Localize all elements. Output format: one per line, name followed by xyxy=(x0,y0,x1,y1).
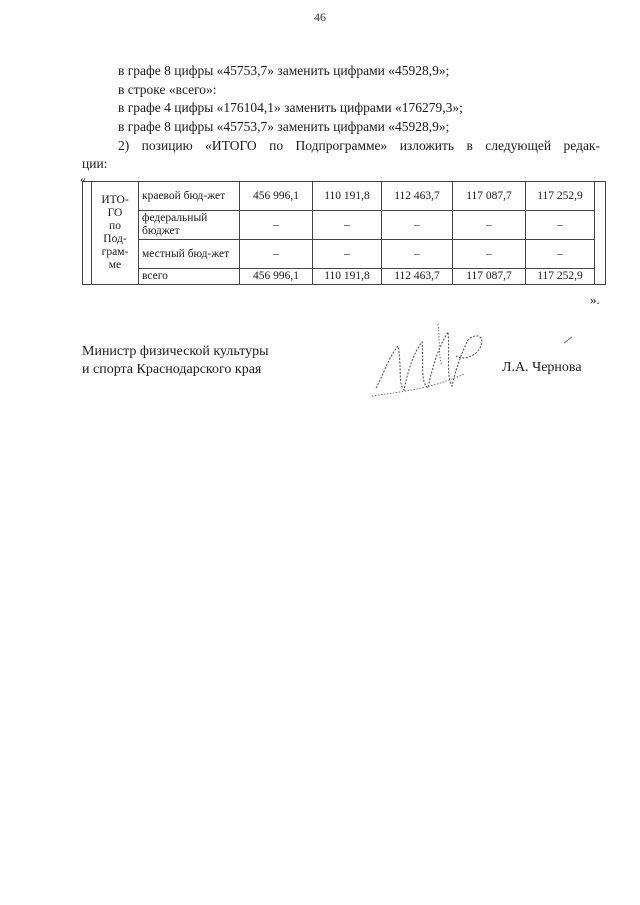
group-label-line: ИТО- xyxy=(101,194,129,206)
value-cell: – xyxy=(240,240,313,269)
group-label-line: грам- xyxy=(101,246,129,258)
table-row-total xyxy=(83,269,606,285)
source-cell: федеральный бюджет xyxy=(139,211,240,240)
value-cell: 456 996,1 xyxy=(240,269,313,285)
value-cell: 117 252,9 xyxy=(526,269,595,285)
open-quote: « xyxy=(80,172,86,186)
value-cell: – xyxy=(313,211,382,240)
paragraph-1: в графе 8 цифры «45753,7» заменить цифрами «45928,9»; xyxy=(118,63,450,78)
table-row-local xyxy=(83,240,606,269)
page-number: 46 xyxy=(314,10,326,24)
group-label-cell xyxy=(92,182,139,285)
group-label-line: по xyxy=(109,220,121,232)
value-cell: – xyxy=(382,240,453,269)
stray-mark xyxy=(563,336,573,344)
value-cell: 456 996,1 xyxy=(240,182,313,211)
paragraph-6: ции: xyxy=(82,156,108,171)
source-cell: краевой бюд-жет xyxy=(139,182,240,211)
signatory-name: Л.А. Чернова xyxy=(502,360,582,375)
value-cell: – xyxy=(526,240,595,269)
close-quote: ». xyxy=(590,292,600,307)
value-cell: 112 463,7 xyxy=(382,182,453,211)
value-cell: – xyxy=(526,211,595,240)
value-cell: 117 252,9 xyxy=(526,182,595,211)
table-lead-cell xyxy=(83,182,92,285)
paragraph-5: 2) позицию «ИТОГО по Подпрограмме» изложить в следующей редак- xyxy=(118,138,600,153)
budget-table xyxy=(82,181,606,285)
value-cell: 117 087,7 xyxy=(453,182,526,211)
value-cell: – xyxy=(453,240,526,269)
value-cell: – xyxy=(313,240,382,269)
group-label-line: ме xyxy=(108,259,122,271)
handwritten-signature xyxy=(368,318,498,408)
table-tail-cell xyxy=(595,182,606,285)
value-cell: – xyxy=(453,211,526,240)
source-cell: местный бюд-жет xyxy=(139,240,240,269)
value-cell: 110 191,8 xyxy=(313,269,382,285)
paragraph-3: в графе 4 цифры «176104,1» заменить цифрами «176279,3»; xyxy=(118,100,463,115)
paragraph-4: в графе 8 цифры «45753,7» заменить цифрами «45928,9»; xyxy=(118,119,450,134)
value-cell: 110 191,8 xyxy=(313,182,382,211)
table-row-federal xyxy=(83,211,606,240)
table-row-regional xyxy=(83,182,606,211)
group-label-line: Под- xyxy=(103,233,127,245)
value-cell: 112 463,7 xyxy=(382,269,453,285)
group-label-line: ГО xyxy=(107,207,123,219)
paragraph-2: в строке «всего»: xyxy=(118,82,217,97)
value-cell: – xyxy=(240,211,313,240)
signatory-position xyxy=(82,343,269,379)
source-cell: всего xyxy=(139,269,240,285)
position-line: Министр физической культуры xyxy=(82,344,269,359)
value-cell: 117 087,7 xyxy=(453,269,526,285)
position-line: и спорта Краснодарского края xyxy=(82,362,262,377)
value-cell: – xyxy=(382,211,453,240)
